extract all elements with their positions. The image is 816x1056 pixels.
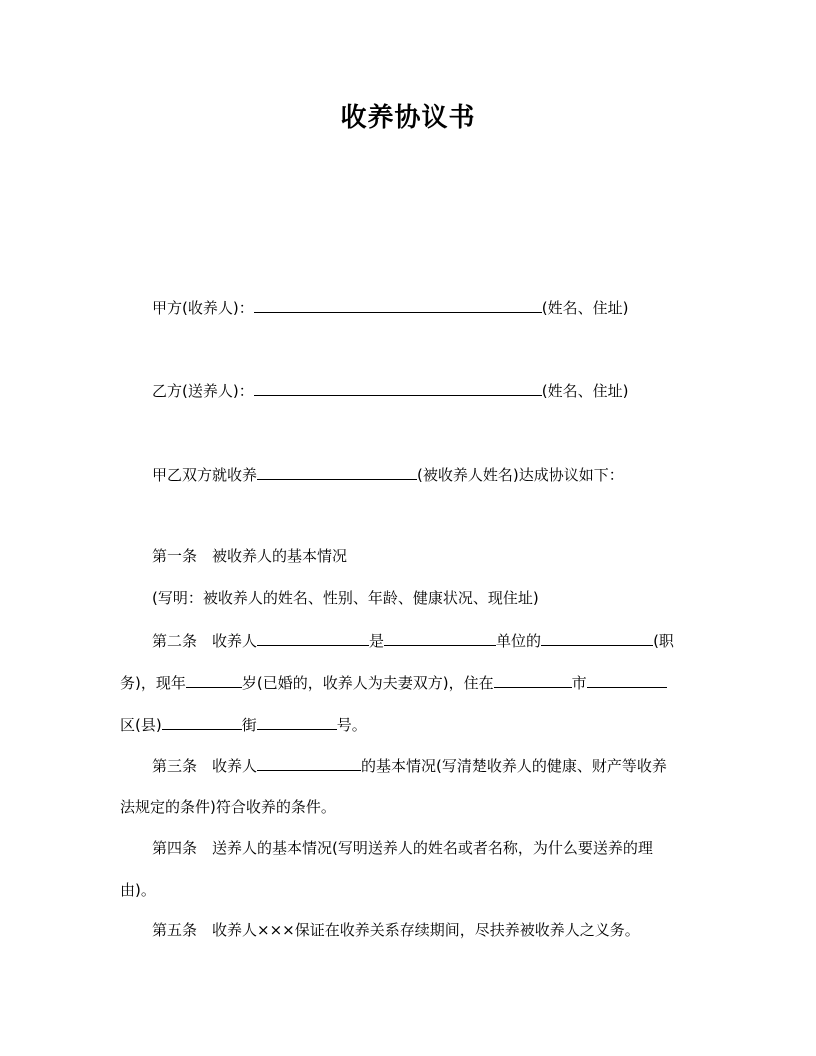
article-2-label: 第二条 xyxy=(152,632,198,650)
article-1-line xyxy=(152,546,347,566)
adopter-blank[interactable] xyxy=(257,755,361,771)
article-2-text: 收养人 xyxy=(212,632,258,650)
article-4-line-1 xyxy=(152,838,653,858)
article-2-text: 务)，现年 xyxy=(120,674,186,692)
article-2-text: 号。 xyxy=(336,716,367,734)
article-5-line xyxy=(152,920,640,940)
article-2-text: 区(县) xyxy=(120,716,162,734)
agreement-line xyxy=(152,464,624,485)
district-blank[interactable] xyxy=(587,672,667,688)
article-2-text: 是 xyxy=(369,632,385,650)
article-4-text: 送养人的基本情况(写明送养人的姓名或者名称，为什么要送养的理 xyxy=(212,839,653,857)
county-blank[interactable] xyxy=(162,714,242,730)
party-a-label: 甲方(收养人)： xyxy=(152,299,254,317)
article-3-text: 的基本情况(写清楚收养人的健康、财产等收养 xyxy=(361,757,667,775)
article-1-note: (写明：被收养人的姓名、性别、年龄、健康状况、现住址) xyxy=(152,589,539,607)
adopter-name-blank[interactable] xyxy=(257,630,369,646)
article-2-line-2 xyxy=(120,672,667,693)
article-2-text: 市 xyxy=(571,674,587,692)
article-1-text: 被收养人的基本情况 xyxy=(212,547,348,565)
article-2-text: 单位的 xyxy=(496,632,542,650)
party-b-blank[interactable] xyxy=(254,380,542,396)
article-5-label: 第五条 xyxy=(152,921,198,939)
article-2-line-1 xyxy=(152,630,674,651)
age-blank[interactable] xyxy=(186,672,242,688)
article-2-text: 街 xyxy=(241,716,257,734)
article-2-text: (职 xyxy=(653,632,674,650)
article-3-label: 第三条 xyxy=(152,757,198,775)
agreement-suffix: (被收养人姓名)达成协议如下： xyxy=(417,466,624,484)
street-blank[interactable] xyxy=(257,714,337,730)
article-3-text: 收养人 xyxy=(212,757,258,775)
article-3-line-1 xyxy=(152,755,667,776)
party-b-suffix: (姓名、住址) xyxy=(541,382,629,400)
position-blank[interactable] xyxy=(541,630,653,646)
agreement-prefix: 甲乙双方就收养 xyxy=(152,466,258,484)
document-title: 收养协议书 xyxy=(340,103,476,133)
party-a-blank[interactable] xyxy=(254,297,542,313)
party-b-line xyxy=(152,380,628,401)
article-2-text: 岁(已婚的，收养人为夫妻双方)，住在 xyxy=(241,674,494,692)
article-4-line-2: 由)。 xyxy=(120,881,156,899)
city-blank[interactable] xyxy=(494,672,572,688)
article-5-text: 收养人×××保证在收养关系存续期间，尽扶养被收养人之义务。 xyxy=(212,921,640,939)
employer-blank[interactable] xyxy=(384,630,496,646)
party-b-label: 乙方(送养人)： xyxy=(152,382,254,400)
party-a-line xyxy=(152,297,628,318)
article-3-line-2: 法规定的条件)符合收养的条件。 xyxy=(120,798,336,816)
party-a-suffix: (姓名、住址) xyxy=(541,299,629,317)
article-2-line-3 xyxy=(120,714,367,735)
article-1-label: 第一条 xyxy=(152,547,198,565)
adoptee-name-blank[interactable] xyxy=(257,464,417,480)
article-4-label: 第四条 xyxy=(152,839,198,857)
